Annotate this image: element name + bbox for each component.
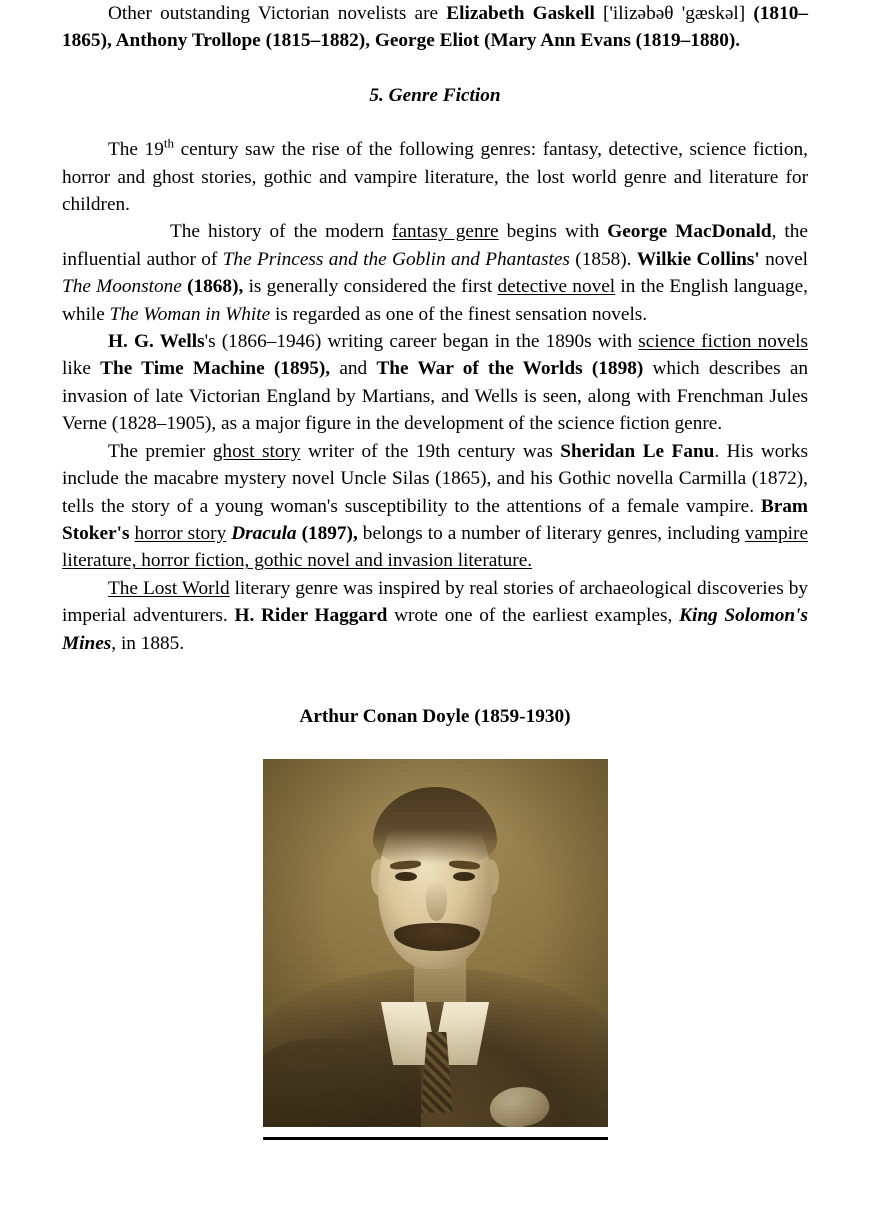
paragraph-lost-world: [62, 575, 808, 657]
text-part-1: The history of the modern: [170, 221, 393, 243]
link-the-lost-world[interactable]: The Lost World: [108, 577, 230, 599]
photo-wrapper: [62, 759, 808, 1140]
spacer-after-heading: [62, 109, 808, 136]
title-king-solomons-mines: King Solomon's Mines: [62, 605, 808, 654]
text-part-2: century saw the rise of the following genres: fantasy, detective, science fiction, horror and ghost stories, gothic and vampire literature, the lost world genre and literature for children.: [62, 139, 808, 216]
text-part-4: (1858).: [569, 248, 637, 270]
year-moonstone: (1868),: [187, 276, 244, 298]
text-part-8: in the English language, while: [62, 276, 808, 325]
text-part-3: and: [330, 358, 377, 380]
link-science-fiction-novels[interactable]: science fiction novels: [638, 331, 808, 353]
author-elizabeth-gaskell: Elizabeth Gaskell: [446, 3, 595, 24]
link-genre-list[interactable]: vampire literature, horror fiction, gothic novel and invasion literature.: [62, 522, 809, 572]
link-horror-story[interactable]: horror story: [134, 522, 227, 544]
author-sheridan-le-fanu: Sheridan Le Fanu: [560, 440, 715, 462]
photo-grain-texture: [263, 759, 608, 1127]
paragraph-genres-overview: [62, 136, 808, 218]
paragraph-ghost-story: [62, 438, 808, 575]
text-part-4: which describes an invasion of late Victorian England by Martians, and Wells is seen, along with Frenchman Jules Verne (1828–1905), as a major figure in the development of the science fiction genre.: [62, 358, 809, 435]
text-part-1: The 19: [108, 139, 164, 161]
document-page: [62, 0, 808, 1223]
author-wilkie-collins: Wilkie Collins': [636, 248, 760, 270]
author-george-eliot: George Eliot (Mary Ann Evans (1819–1880).: [374, 30, 741, 52]
title-the-woman-in-white: The Woman in White: [109, 303, 271, 325]
title-war-of-the-worlds: The War of the Worlds (1898): [376, 358, 644, 380]
text-part-2: like: [62, 358, 101, 380]
text-part-7: is generally considered the first: [243, 276, 498, 298]
figure-arthur-conan-doyle: [62, 703, 808, 1140]
paragraph-hg-wells: [62, 328, 808, 438]
text-part-9: is regarded as one of the finest sensation novels.: [270, 303, 648, 325]
author-hg-wells: H. G. Wells: [108, 331, 205, 353]
ipa-gaskell: ['ilizəbəθ 'gæskəl]: [594, 3, 754, 24]
comma-1: ,: [106, 30, 116, 52]
text-part-7: belongs to a number of literary genres, including: [357, 522, 745, 544]
title-the-moonstone: The Moonstone: [62, 276, 182, 298]
author-george-macdonald: George MacDonald: [607, 221, 772, 243]
author-bram-stoker: Bram Stoker's: [62, 495, 808, 544]
text-part-1: 's (1866–1946) writing career began in the 1890s with: [204, 331, 639, 353]
link-fantasy-genre[interactable]: fantasy genre: [392, 221, 499, 243]
title-the-time-machine: The Time Machine (1895),: [100, 358, 331, 380]
text-part-3: , in 1885.: [111, 632, 185, 654]
ordinal-superscript-th: th: [163, 135, 175, 151]
text-part-2: writer of the 19th century was: [300, 440, 561, 462]
text-part-2: begins with: [498, 221, 608, 243]
paragraph-victorian-novelists: [62, 0, 808, 55]
portrait-photo-arthur-conan-doyle: [263, 759, 608, 1127]
text-part-3: . His works include the macabre mystery novel Uncle Silas (1865), and his Gothic novella Carmilla (1872), tells the story of a young woman's susceptibility to the attentions of a female vampire.: [62, 440, 808, 517]
author-anthony-trollope: Anthony Trollope (1815–1882): [115, 30, 366, 52]
author-h-rider-haggard: H. Rider Haggard: [234, 605, 388, 627]
text-part-3: , the influential author of: [62, 221, 808, 270]
text-part-2: wrote one of the earliest examples,: [387, 605, 680, 627]
spacer-before-heading: [62, 55, 808, 82]
paragraph-fantasy-detective: [62, 218, 808, 328]
link-ghost-story[interactable]: ghost story: [212, 440, 301, 462]
link-detective-novel[interactable]: detective novel: [497, 276, 616, 298]
horizontal-rule-below-photo: [263, 1137, 608, 1140]
comma-2: ,: [365, 30, 375, 52]
year-dracula: (1897),: [301, 522, 358, 544]
text-part-1: literary genre was inspired by real stories of archaeological discoveries by imperial adventurers.: [62, 577, 808, 627]
title-princess-and-the-goblin: The Princess and the Goblin and Phantastes: [222, 248, 570, 270]
section-heading-genre-fiction: 5. Genre Fiction: [369, 84, 501, 106]
dates-gaskell: (1810–1865): [62, 3, 808, 52]
figure-caption: Arthur Conan Doyle (1859-1930): [299, 705, 571, 727]
text-lead: Other outstanding Victorian novelists are: [108, 3, 447, 24]
title-dracula: Dracula: [231, 522, 297, 544]
text-part-5: novel: [759, 248, 808, 270]
text-part-1: The premier: [108, 440, 213, 462]
